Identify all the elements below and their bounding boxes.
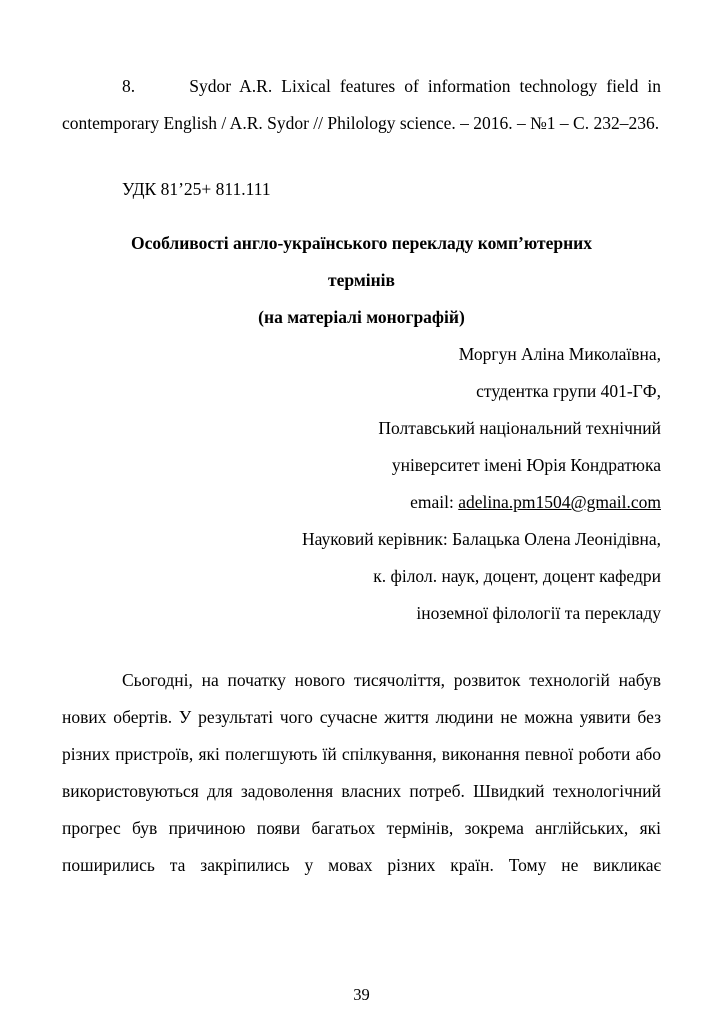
page-number: 39 <box>353 985 370 1004</box>
supervisor-line: Науковий керівник: Балацька Олена Леонідівна, <box>301 529 661 549</box>
email-line <box>62 484 661 521</box>
article-title-line-1: Особливості англо-українського перекладу комп’ютерних <box>130 233 593 253</box>
email-link[interactable]: adelina.pm1504@gmail.com <box>458 492 661 512</box>
udc-line: УДК 81’25+ 811.111 <box>122 178 271 199</box>
author-group-line: студентка групи 401-ГФ, <box>476 381 661 401</box>
article-subtitle: (на матеріалі монографій) <box>258 307 465 327</box>
reference-paragraph: 8. Sydor A.R. Lixical features of information technology field in contemporary English / A.R. Sydor // Philology science. – 2016. – №1 – С. 232–236. <box>62 75 661 133</box>
author-block <box>62 336 661 632</box>
article-title-line-2: термінів <box>327 270 395 290</box>
email-label: email: <box>410 492 459 512</box>
article-title <box>62 225 661 336</box>
university-line-2: університет імені Юрія Кондратюка <box>391 455 661 475</box>
author-name-line: Моргун Аліна Миколаївна, <box>458 344 661 364</box>
supervisor-title-line: к. філол. наук, доцент, доцент кафедри <box>373 566 661 586</box>
university-line-1: Полтавський національний технічний <box>378 418 661 438</box>
department-line: іноземної філології та перекладу <box>416 603 661 623</box>
body-paragraph: Сьогодні, на початку нового тисячоліття, розвиток технологій набув нових обертів. У результаті чого сучасне життя людини не можна уявити без різних пристроїв, які полегшують їй спілкування, виконання певної роботи або використовуються для задоволення власних потреб. Швидкий технологічний прогрес був причиною появи багатьох термінів, зокрема англійських, які поширились та закріпились у мовах різних країн. Тому не викликає <box>62 670 661 875</box>
